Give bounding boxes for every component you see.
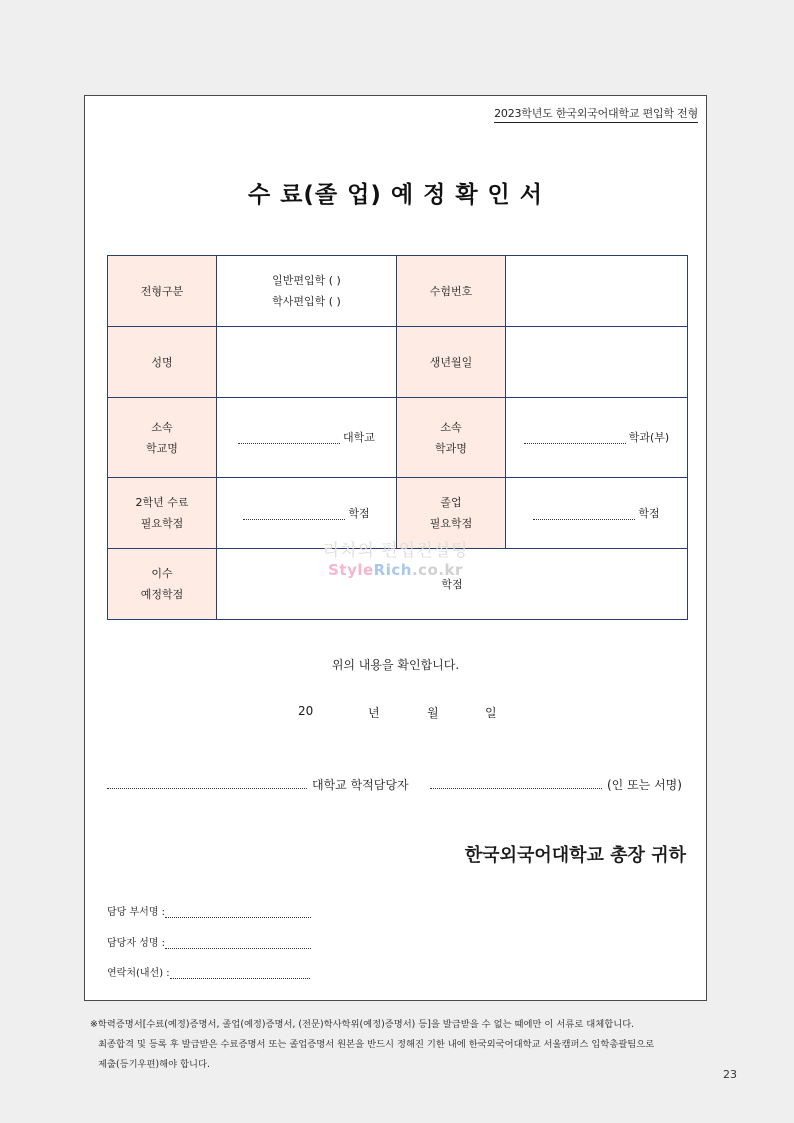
dept-label [397,398,506,478]
exam-no-label: 수험번호 [397,256,506,327]
univ-label-line1: 소속 [151,420,173,434]
earned-label [108,549,217,620]
credits2-suffix: 학점 [348,506,370,520]
birth-label: 생년월일 [397,327,506,398]
form-frame [84,95,707,1001]
dept-name-label: 담당 부서명 : [107,907,166,918]
table-row [108,549,688,620]
grad-label-line2: 필요학점 [429,517,473,530]
officer-label: 대학교 학적담당자 [312,778,409,792]
dept-field[interactable] [506,398,688,478]
univ-sign-blank[interactable] [107,788,307,789]
univ-label-line2: 학교명 [146,441,178,455]
table-row [108,256,688,327]
univ-label [108,398,217,478]
earned-label-line1: 이수 [151,567,173,580]
dept-blank [524,432,626,444]
grad-label [397,478,506,549]
credits2-label-line2: 필요학점 [140,517,184,530]
exam-no-field[interactable] [506,256,688,327]
grad-blank [533,508,635,520]
grad-field[interactable] [506,478,688,549]
name-label: 성명 [108,327,217,398]
note-line2: 최종합격 및 등록 후 발급받은 수료증명서 또는 졸업증명서 원본을 반드시 정해진 기한 내에 한국외국어대학교 서울캠퍼스 입학총괄팀으로 [98,1039,655,1050]
univ-suffix: 대학교 [343,431,375,444]
birth-field[interactable] [506,327,688,398]
officer-name-blank [165,938,311,949]
date-year-prefix: 20 [298,704,314,718]
date-day: 일 [485,706,497,720]
dept-label-line1: 소속 [440,420,462,434]
type-option-bachelor: 학사편입학 ( ) [272,295,341,308]
grad-suffix: 학점 [638,506,660,520]
dept-label-line2: 학과명 [435,441,467,455]
table-row [108,327,688,398]
earned-suffix: 학점 [441,577,463,591]
seal-label: (인 또는 서명) [607,778,682,792]
page-title: 수 료(졸 업) 예 정 확 인 서 [247,182,544,208]
grad-label-line1: 졸업 [440,496,462,509]
dept-suffix: 학과(부) [628,431,670,444]
watermark-style: Style [328,561,374,579]
page-number: 23 [723,1068,737,1081]
table-row [108,398,688,478]
dept-name-blank [165,907,311,918]
univ-blank [238,432,340,444]
type-options[interactable] [217,256,397,327]
credits2-label-line1: 2학년 수료 [135,496,189,509]
recipient: 한국외국어대학교 총장 귀하 [464,845,686,866]
officer-sign-blank[interactable] [430,788,602,789]
type-option-general: 일반편입학 ( ) [272,274,341,287]
officer-name-label: 담당자 성명 : [107,938,166,949]
watermark-domain: .co.kr [411,561,463,579]
earned-label-line2: 예정학점 [140,588,184,601]
date-year: 년 [368,706,380,720]
date-month: 월 [427,706,439,720]
watermark-rich: Rich [373,561,412,579]
earned-field[interactable] [217,549,688,620]
contact-field[interactable] [107,964,310,979]
name-field[interactable] [217,327,397,398]
footnotes [90,1015,750,1075]
credits2-label [108,478,217,549]
info-table [107,255,688,620]
note-line1: ※학력증명서[수료(예정)증명서, 졸업(예정)증명서, (전문)학사학위(예정)증명서) 등]을 발급받을 수 없는 때에만 이 서류로 대체합니다. [90,1019,635,1030]
header-note: 2023학년도 한국외국어대학교 편입학 전형 [494,105,698,123]
type-label: 전형구분 [108,256,217,327]
table-row [108,478,688,549]
confirm-text: 위의 내용을 확인합니다. [331,658,460,672]
watermark-line1: 리치의 편입컨설팅 [322,541,469,561]
contact-label: 연락처(내선) : [107,968,170,979]
officer-name-field[interactable] [107,934,311,949]
credits2-blank [243,508,345,520]
contact-blank [170,968,310,979]
univ-field[interactable] [217,398,397,478]
note-line3: 제출(등기우편)해야 합니다. [98,1059,210,1070]
credits2-field[interactable] [217,478,397,549]
dept-name-field[interactable] [107,903,311,918]
